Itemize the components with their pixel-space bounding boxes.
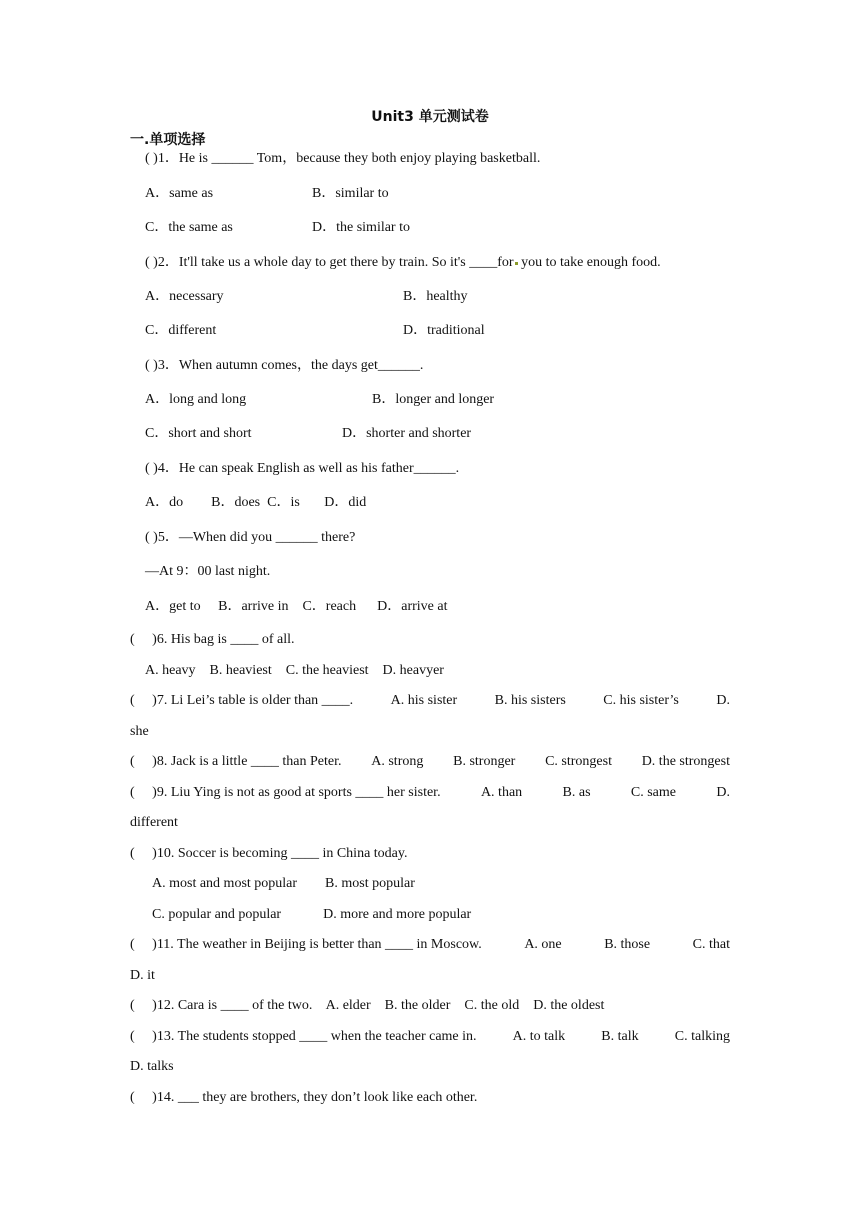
question-10-options-ab: A. most and most popular B. most popular <box>152 876 415 891</box>
question-9-option-d-label: D. <box>716 785 730 800</box>
question-3-option-c: C．short and short <box>145 426 252 441</box>
question-1-option-d: D．the similar to <box>312 220 410 235</box>
question-13-option-c: C. talking <box>674 1029 730 1044</box>
question-9-continuation: different <box>130 815 178 830</box>
question-7-continuation: she <box>130 724 149 739</box>
question-13-line <box>130 1028 730 1046</box>
question-7-line <box>130 692 730 710</box>
question-11-option-c: C. that <box>692 937 730 952</box>
question-1-option-b: B．similar to <box>312 186 389 201</box>
question-10-stem: ( )10. Soccer is becoming ____ in China today. <box>130 846 408 861</box>
page-title: Unit3 单元测试卷 <box>371 109 489 125</box>
question-7-option-c: C. his sister’s <box>603 693 679 708</box>
question-2-stem-part-1: ( )2．It'll take us a whole day to get there by train. So it's ____for <box>145 255 514 270</box>
question-9-stem: ( )9. Liu Ying is not as good at sports ____ her sister. <box>130 785 441 800</box>
question-11-line <box>130 936 730 954</box>
question-2-option-b: B．healthy <box>403 289 468 304</box>
question-7-option-b: B. his sisters <box>494 693 566 708</box>
question-8-option-a: A. strong <box>371 754 424 769</box>
question-7-option-a: A. his sister <box>390 693 458 708</box>
question-1-option-a: A．same as <box>145 186 214 201</box>
question-11-continuation: D. it <box>130 968 155 983</box>
question-13-option-b: B. talk <box>601 1029 639 1044</box>
question-8-line <box>130 753 730 771</box>
question-7-stem: ( )7. Li Lei’s table is older than ____. <box>130 693 354 708</box>
question-8-option-d: D. the strongest <box>641 754 730 769</box>
question-4-stem: ( )4．He can speak English as well as his father______. <box>145 461 460 476</box>
question-3-stem: ( )3．When autumn comes，the days get______. <box>145 358 424 373</box>
question-6-stem: ( )6. His bag is ____ of all. <box>130 632 295 647</box>
question-11-option-a: A. one <box>524 937 562 952</box>
question-2-option-c: C．different <box>145 323 217 338</box>
question-2-stem <box>145 254 661 272</box>
question-3-option-a: A．long and long <box>145 392 247 407</box>
question-7-option-d-label: D. <box>716 693 730 708</box>
question-5-reply: —At 9：00 last night. <box>145 564 271 579</box>
question-9-option-b: B. as <box>562 785 591 800</box>
question-4-options: A．do B．does C．is D．did <box>145 495 367 510</box>
question-8-option-c: C. strongest <box>545 754 612 769</box>
question-9-option-a: A. than <box>480 785 523 800</box>
question-13-option-a: A. to talk <box>512 1029 566 1044</box>
question-3-option-d: D．shorter and shorter <box>342 426 472 441</box>
question-6-options: A. heavy B. heaviest C. the heaviest D. heavyer <box>145 663 444 678</box>
question-5-options: A．get to B．arrive in C．reach D．arrive at <box>145 599 448 614</box>
question-11-stem: ( )11. The weather in Beijing is better than ____ in Moscow. <box>130 937 482 952</box>
question-5-stem: ( )5．—When did you ______ there? <box>145 530 356 545</box>
question-2-stem-part-2: you to take enough food. <box>517 255 661 270</box>
question-14-stem: ( )14. ___ they are brothers, they don’t look like each other. <box>130 1090 478 1105</box>
question-13-stem: ( )13. The students stopped ____ when the teacher came in. <box>130 1029 477 1044</box>
question-12-line: ( )12. Cara is ____ of the two. A. elder B. the older C. the old D. the oldest <box>130 998 605 1013</box>
question-11-option-b: B. those <box>604 937 651 952</box>
question-1-stem: ( )1．He is ______ Tom，because they both enjoy playing basketball. <box>145 151 541 166</box>
question-2-option-d: D．traditional <box>403 323 485 338</box>
section-heading: 一.单项选择 <box>130 132 206 148</box>
question-8-option-b: B. stronger <box>453 754 516 769</box>
question-8-stem: ( )8. Jack is a little ____ than Peter. <box>130 754 342 769</box>
question-10-options-cd: C. popular and popular D. more and more popular <box>152 907 472 922</box>
question-1-option-c: C．the same as <box>145 220 233 235</box>
question-9-option-c: C. same <box>630 785 676 800</box>
question-3-option-b: B．longer and longer <box>372 392 495 407</box>
question-9-line <box>130 784 730 802</box>
question-2-option-a: A．necessary <box>145 289 224 304</box>
question-13-continuation: D. talks <box>130 1059 174 1074</box>
